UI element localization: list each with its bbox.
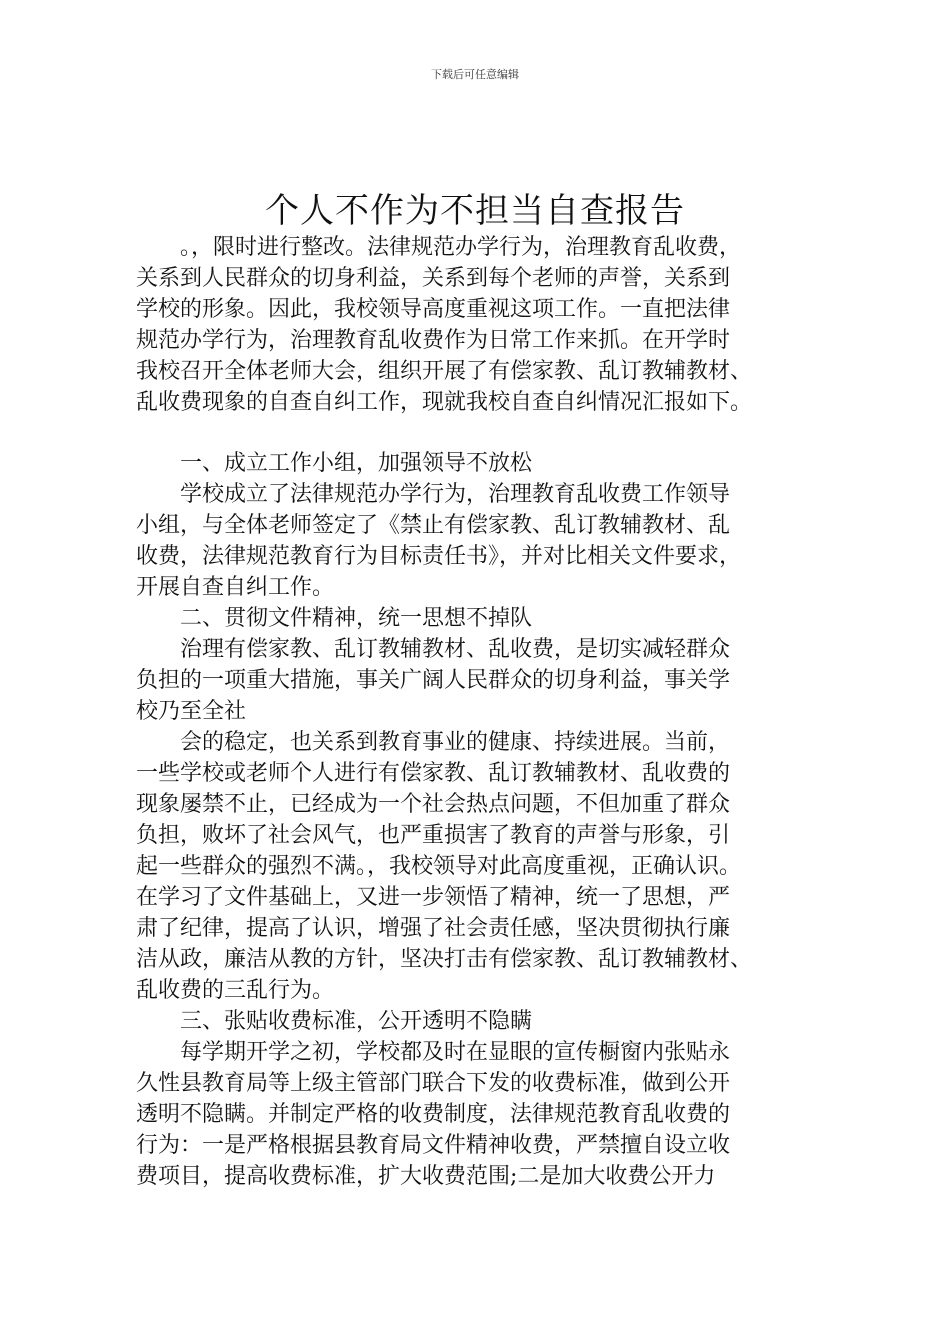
paragraph-line: 负担，败坏了社会风气，也严重损害了教育的声誉与形象，引 bbox=[136, 823, 731, 848]
paragraph-line: 现象屡禁不止，已经成为一个社会热点问题，不但加重了群众 bbox=[136, 792, 731, 817]
paragraph-line: 行为：一是严格根据县教育局文件精神收费，严禁擅自设立收 bbox=[136, 1133, 731, 1158]
paragraph-line: 学校的形象。因此，我校领导高度重视这项工作。一直把法律 bbox=[136, 297, 731, 322]
paragraph-line: 学校成立了法律规范办学行为，治理教育乱收费工作领导 bbox=[180, 482, 731, 507]
paragraph-line: 乱收费现象的自查自纠工作，现就我校自查自纠情况汇报如下。 bbox=[136, 390, 753, 415]
section-heading: 二、贯彻文件精神，统一思想不掉队 bbox=[180, 606, 533, 631]
paragraph-line: 校乃至全社 bbox=[136, 699, 247, 724]
paragraph-line: 开展自查自纠工作。 bbox=[136, 575, 335, 600]
paragraph-line: 洁从政，廉洁从教的方针，坚决打击有偿家教、乱订教辅教材、 bbox=[136, 947, 753, 972]
paragraph-gap bbox=[136, 418, 842, 448]
paragraph-line: 收费，法律规范教育行为目标责任书》，并对比相关文件要求， bbox=[136, 544, 742, 569]
paragraph-line: 在学习了文件基础上，又进一步领悟了精神，统一了思想，严 bbox=[136, 885, 731, 910]
paragraph-line: 小组，与全体老师签定了《禁止有偿家教、乱订教辅教材、乱 bbox=[136, 513, 731, 538]
paragraph-line: 透明不隐瞒。并制定严格的收费制度，法律规范教育乱收费的 bbox=[136, 1102, 731, 1127]
paragraph-line: 负担的一项重大措施，事关广阔人民群众的切身利益，事关学 bbox=[136, 668, 731, 693]
document-body bbox=[136, 232, 842, 1192]
paragraph-line: 规范办学行为，治理教育乱收费作为日常工作来抓。在开学时 bbox=[136, 328, 731, 353]
paragraph-line: 我校召开全体老师大会，组织开展了有偿家教、乱订教辅教材、 bbox=[136, 359, 753, 384]
paragraph-line: 关系到人民群众的切身利益，关系到每个老师的声誉，关系到 bbox=[136, 266, 731, 291]
document-title: 个人不作为不担当自查报告 bbox=[265, 191, 685, 231]
paragraph-line: 久性县教育局等上级主管部门联合下发的收费标准，做到公开 bbox=[136, 1071, 731, 1096]
paragraph-line: 会的稳定，也关系到教育事业的健康、持续进展。当前， bbox=[180, 730, 731, 755]
paragraph-line: 。，限时进行整改。法律规范办学行为，治理教育乱收费， bbox=[180, 235, 742, 260]
paragraph-line: 一些学校或老师个人进行有偿家教、乱订教辅教材、乱收费的 bbox=[136, 761, 731, 786]
paragraph-line: 乱收费的三乱行为。 bbox=[136, 978, 335, 1003]
paragraph-line: 治理有偿家教、乱订教辅教材、乱收费，是切实减轻群众 bbox=[180, 637, 731, 662]
header-note: 下载后可任意编辑 bbox=[431, 68, 519, 81]
paragraph-line: 起一些群众的强烈不满。，我校领导对此高度重视，正确认识。 bbox=[136, 854, 742, 879]
paragraph-line: 费项目，提高收费标准，扩大收费范围;二是加大收费公开力 bbox=[136, 1164, 716, 1189]
paragraph-line: 每学期开学之初，学校都及时在显眼的宣传橱窗内张贴永 bbox=[180, 1040, 731, 1065]
section-heading: 三、张贴收费标准，公开透明不隐瞒 bbox=[180, 1009, 533, 1034]
paragraph-line: 肃了纪律，提高了认识，增强了社会责任感，坚决贯彻执行廉 bbox=[136, 916, 731, 941]
section-heading: 一、成立工作小组，加强领导不放松 bbox=[180, 451, 533, 476]
